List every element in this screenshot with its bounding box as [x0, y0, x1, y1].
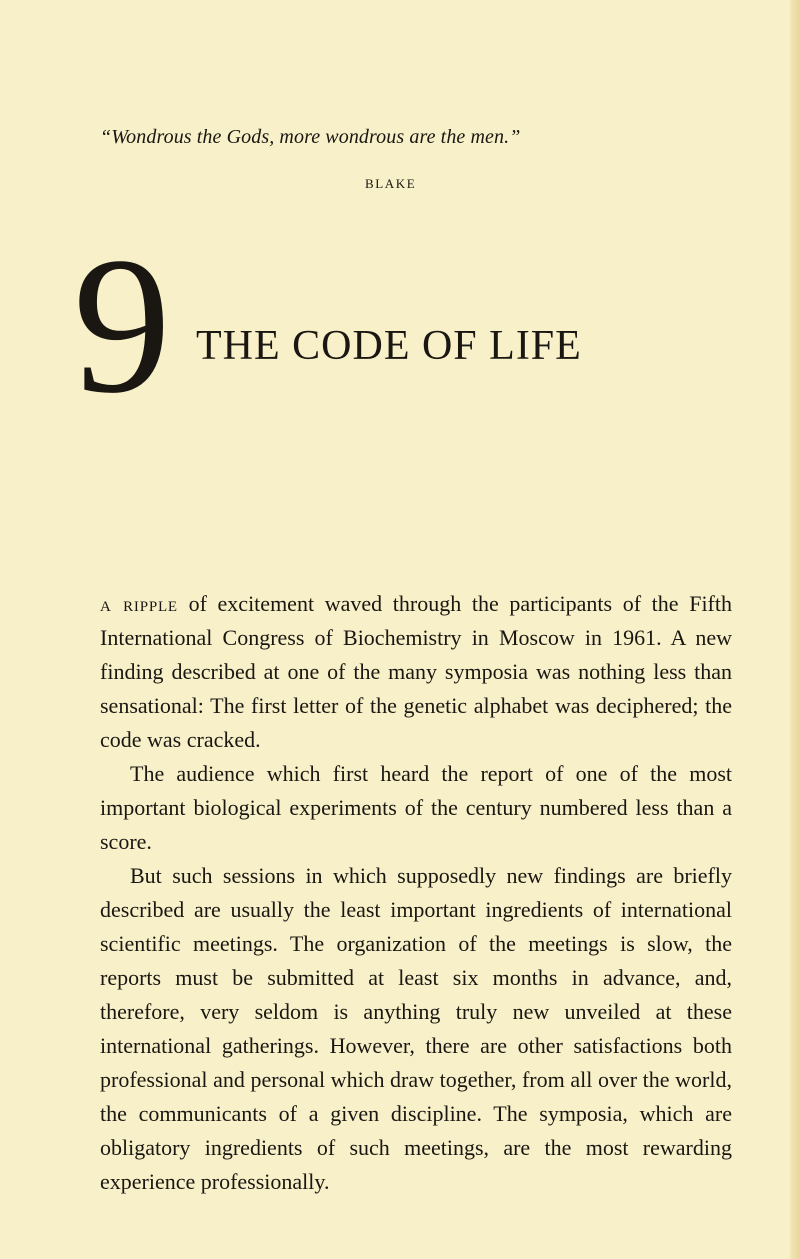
paragraph-text: of excitement waved through the participants of the Fifth International Congress of Biochemistry in Moscow in 1961. A new finding described at one of the many symposia was nothing less than sensational: The first letter of the genetic alphabet was deciphered; the code was cracked. [100, 591, 732, 752]
body-paragraph: But such sessions in which supposedly new findings are briefly described are usually the least important ingredients of international scientific meetings. The organization of the meetings is slow, the reports must be submitted at least six months in advance, and, therefore, very seldom is anything truly new unveiled at these international gatherings. However, there are other satisfactions both professional and personal which draw together, from all over the world, the communicants of a given discipline. The symposia, which are obligatory ingredients of such meetings, are the most rewarding experience professionally. [100, 863, 732, 1194]
chapter-number: 9 [73, 217, 171, 434]
page-edge-shadow [790, 0, 800, 1259]
epigraph-author: BLAKE [365, 176, 417, 191]
chapter-body [100, 587, 732, 1199]
epigraph-quote: “Wondrous the Gods, more wondrous are the men.” [100, 126, 521, 148]
body-paragraph [100, 587, 732, 757]
body-paragraph: The audience which first heard the report of one of the most important biological experiments of the century numbered less than a score. [100, 761, 732, 854]
lead-in-small-caps: a ripple [100, 591, 178, 616]
chapter-title: THE CODE OF LIFE [196, 323, 582, 369]
